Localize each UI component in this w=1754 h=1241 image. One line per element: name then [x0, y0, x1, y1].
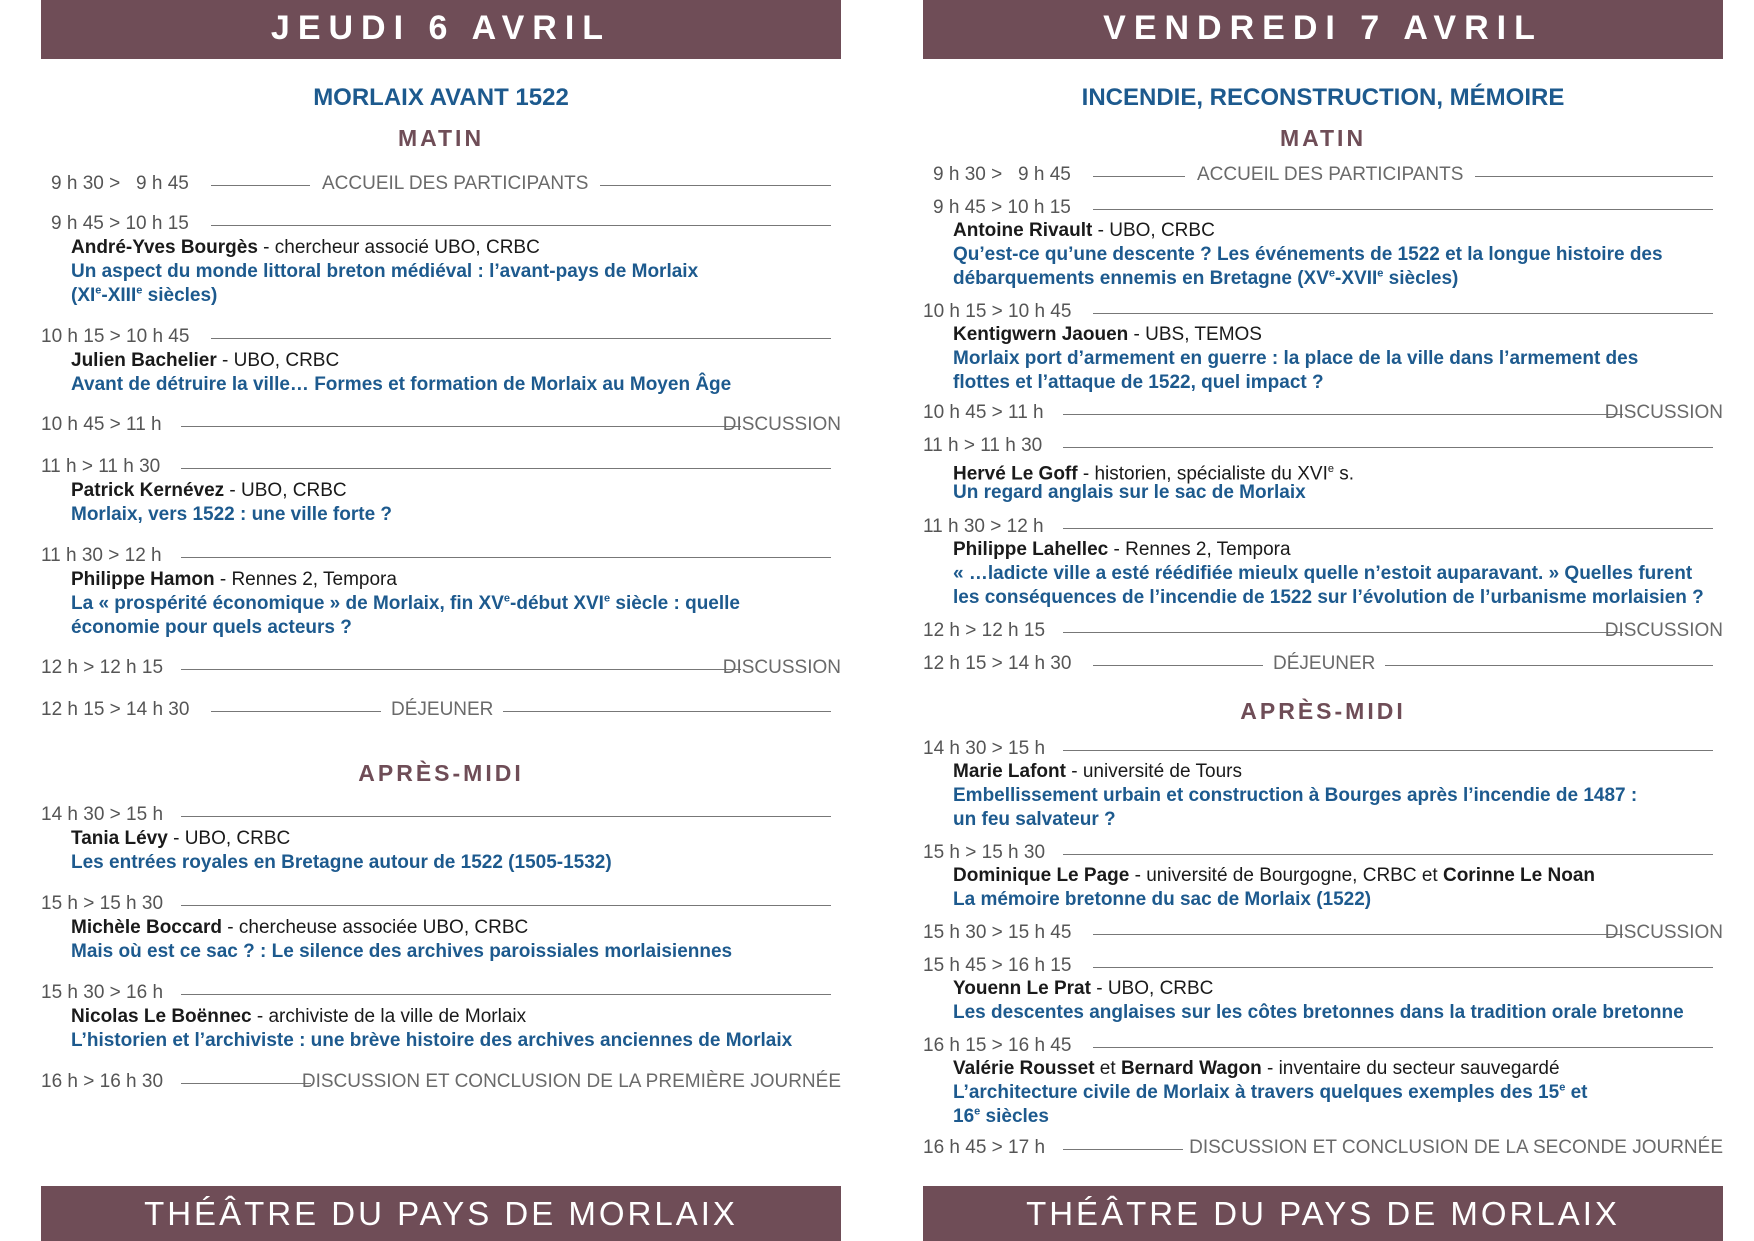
speaker-affiliation: - Rennes 2, Tempora: [214, 569, 397, 590]
session-label: DISCUSSION ET CONCLUSION DE LA PREMIÈRE JOURNÉE: [301, 1071, 841, 1092]
speaker-affiliation: s.: [1334, 463, 1355, 485]
superscript: e: [1328, 267, 1336, 280]
text-part: et: [1565, 1082, 1588, 1103]
schedule-row-discussion: [923, 401, 1723, 425]
superscript: e: [1327, 463, 1335, 475]
leader-line: [1093, 209, 1713, 210]
venue-footer: THÉÂTRE DU PAYS DE MORLAIX: [41, 1186, 841, 1241]
speaker-name: Bernard Wagon: [1120, 1058, 1262, 1079]
schedule-row: [923, 841, 1723, 865]
time-slot: 16 h 15 > 16 h 45: [923, 1034, 1081, 1058]
session-label: DISCUSSION: [722, 657, 841, 678]
text-part: -début XVI: [510, 593, 604, 614]
text-part: -XIII: [101, 285, 137, 306]
speaker-line: [71, 568, 841, 592]
speaker-name: Dominique Le Page: [953, 865, 1130, 886]
talk-title: Qu’est-ce qu’une descente ? Les événements de 1522 et la longue histoire des: [953, 244, 1663, 265]
session-label: DÉJEUNER: [381, 698, 503, 722]
schedule-row: [41, 455, 841, 479]
speaker-line: [71, 916, 841, 940]
leader-line: [181, 669, 741, 670]
leader-line: [1093, 934, 1623, 935]
leader-line: [1093, 665, 1713, 666]
leader-line: [1063, 447, 1713, 448]
speaker-affiliation: - UBO, CRBC: [1090, 978, 1214, 999]
period-heading-morning: MATIN: [1279, 125, 1367, 151]
time-slot: 11 h > 11 h 30: [41, 455, 170, 479]
schedule-row-discussion: [923, 921, 1723, 945]
superscript: e: [603, 592, 611, 605]
schedule-row-welcome: [923, 163, 1723, 187]
leader-line: [1063, 854, 1713, 855]
talk-title-cont: économie pour quels acteurs ?: [71, 617, 352, 638]
speaker-name: Michèle Boccard: [71, 917, 222, 938]
speaker-line: [953, 538, 1723, 562]
leader-line: [1093, 1047, 1713, 1048]
leader-line: [1063, 1149, 1183, 1150]
time-slot: 9 h 45 > 10 h 15: [51, 212, 199, 236]
speaker-name: Kentigwern Jaouen: [953, 324, 1129, 345]
speaker-name: Nicolas Le Boënnec: [71, 1006, 252, 1027]
schedule-row: [923, 300, 1723, 324]
time-slot: 14 h 30 > 15 h: [923, 737, 1055, 761]
speaker-name: Marie Lafont: [953, 761, 1066, 782]
talk-title: Un aspect du monde littoral breton médiéval : l’avant-pays de Morlaix: [71, 261, 699, 282]
schedule-row-conclusion: [923, 1136, 1723, 1160]
session-label: DISCUSSION: [1604, 922, 1723, 943]
session-label: ACCUEIL DES PARTICIPANTS: [1185, 163, 1475, 187]
text-part: (XI: [71, 285, 96, 306]
talk-title: L’historien et l’archiviste : une brève histoire des archives anciennes de Morlaix: [71, 1030, 793, 1051]
schedule-row: [41, 544, 841, 568]
superscript: e: [1377, 267, 1384, 280]
time-slot: 11 h > 11 h 30: [923, 434, 1052, 458]
speaker-name: Philippe Hamon: [71, 569, 215, 590]
talk-title: [953, 1081, 1723, 1105]
schedule-row-conclusion: [41, 1070, 841, 1094]
leader-line: [1063, 528, 1713, 529]
time-slot: 11 h 30 > 12 h: [41, 544, 172, 568]
leader-line: [211, 338, 831, 339]
time-slot: 15 h 30 > 15 h 45: [923, 921, 1081, 945]
session-label: DISCUSSION: [1604, 620, 1723, 641]
talk-title: Mais où est ce sac ? : Le silence des archives paroissiales morlaisiennes: [71, 941, 733, 962]
schedule-row-discussion: [41, 656, 841, 680]
speaker-name: Julien Bachelier: [71, 350, 217, 371]
schedule-row: [923, 515, 1723, 539]
speaker-line: [953, 323, 1723, 347]
speaker-affiliation: - UBO, CRBC: [1092, 220, 1215, 241]
day-column-thursday: [41, 0, 841, 1241]
section-title: INCENDIE, RECONSTRUCTION, MÉMOIRE: [1081, 84, 1565, 111]
speaker-affiliation: - université de Tours: [1065, 761, 1242, 782]
time-slot: 14 h 30 > 15 h: [41, 803, 173, 827]
period-heading-afternoon: APRÈS-MIDI: [1240, 698, 1406, 724]
superscript: e: [503, 592, 511, 605]
speaker-affiliation: - archiviste de la ville de Morlaix: [251, 1006, 527, 1027]
speaker-affiliation: - UBO, CRBC: [216, 350, 340, 371]
time-slot: 15 h > 15 h 30: [41, 892, 173, 916]
speaker-affiliation: - inventaire du secteur sauvegardé: [1261, 1058, 1560, 1079]
leader-line: [1063, 414, 1623, 415]
text-part: siècle : quelle: [610, 593, 740, 614]
text-part: La « prospérité économique » de Morlaix, fin XV: [71, 593, 504, 614]
time-slot: 10 h 15 > 10 h 45: [41, 325, 199, 349]
schedule-row: [923, 196, 1723, 220]
talk-title: Avant de détruire la ville… Formes et formation de Morlaix au Moyen Âge: [71, 374, 732, 395]
time-slot: 16 h > 16 h 30: [41, 1070, 173, 1094]
speaker-line: [71, 1005, 841, 1029]
speaker-affiliation: - université de Bourgogne, CRBC et: [1129, 865, 1443, 886]
time-slot: 12 h 15 > 14 h 30: [41, 698, 199, 722]
time-slot: 12 h > 12 h 15: [41, 656, 173, 680]
talk-title-cont: les conséquences de l’incendie de 1522 sur l’évolution de l’urbanisme morlaisien ?: [953, 587, 1704, 608]
text-part: siècles): [142, 285, 218, 306]
speaker-name: Philippe Lahellec: [953, 539, 1109, 560]
text-part: -XVII: [1335, 268, 1378, 289]
talk-title: Morlaix port d’armement en guerre : la place de la ville dans l’armement des: [953, 348, 1639, 369]
schedule-row: [923, 434, 1723, 458]
speaker-affiliation: - chercheur associé UBO, CRBC: [257, 237, 540, 258]
text-part: siècles: [980, 1106, 1049, 1127]
speaker-name: André-Yves Bourgès: [71, 237, 258, 258]
time-slot: 12 h 15 > 14 h 30: [923, 652, 1081, 676]
leader-line: [181, 816, 831, 817]
time-slot: 15 h > 15 h 30: [923, 841, 1055, 865]
leader-line: [211, 711, 831, 712]
leader-line: [1093, 967, 1713, 968]
speaker-line: [71, 479, 841, 503]
schedule-row: [41, 803, 841, 827]
talk-title: La mémoire bretonne du sac de Morlaix (1522): [953, 889, 1372, 910]
connector-text: et: [1094, 1058, 1121, 1079]
leader-line: [1063, 750, 1713, 751]
leader-line: [1063, 632, 1623, 633]
leader-line: [181, 905, 831, 906]
speaker-affiliation: - historien, spécialiste du XVI: [1077, 463, 1328, 485]
talk-title: Morlaix, vers 1522 : une ville forte ?: [71, 504, 393, 525]
leader-line: [211, 225, 831, 226]
leader-line: [181, 426, 741, 427]
schedule-row: [41, 212, 841, 236]
schedule-row-lunch: [923, 652, 1723, 676]
text-part: débarquements ennemis en Bretagne (XV: [953, 268, 1329, 289]
speaker-name: Patrick Kernévez: [71, 480, 225, 501]
time-slot: 10 h 45 > 11 h: [41, 413, 172, 437]
time-slot: 16 h 45 > 17 h: [923, 1136, 1055, 1160]
superscript: e: [1559, 1081, 1566, 1094]
schedule-row: [923, 737, 1723, 761]
time-slot: 9 h 45 > 10 h 15: [933, 196, 1081, 220]
leader-line: [1093, 313, 1713, 314]
talk-title-cont: [953, 1105, 1723, 1129]
talk-title: Les descentes anglaises sur les côtes bretonnes dans la tradition orale bretonne: [953, 1002, 1684, 1023]
talk-title: Embellissement urbain et construction à Bourges après l’incendie de 1487 :: [953, 785, 1638, 806]
talk-title-cont: [953, 267, 1723, 291]
superscript: e: [136, 284, 143, 297]
leader-line: [181, 468, 831, 469]
speaker-affiliation: - chercheuse associée UBO, CRBC: [222, 917, 529, 938]
leader-line: [181, 557, 831, 558]
time-slot: 10 h 15 > 10 h 45: [923, 300, 1081, 324]
speaker-line: [71, 236, 841, 260]
speaker-line: [71, 349, 841, 373]
leader-line: [181, 1083, 311, 1084]
talk-title-cont: [71, 284, 841, 308]
session-label: DISCUSSION ET CONCLUSION DE LA SECONDE JOURNÉE: [1189, 1137, 1723, 1158]
text-part: 16: [953, 1106, 975, 1127]
leader-line: [181, 994, 831, 995]
day-header: VENDREDI 7 AVRIL: [923, 0, 1723, 59]
time-slot: 10 h 45 > 11 h: [923, 401, 1054, 425]
speaker-line: [953, 1057, 1723, 1081]
schedule-row: [41, 892, 841, 916]
section-title: MORLAIX AVANT 1522: [313, 84, 569, 111]
speaker-affiliation: - UBS, TEMOS: [1128, 324, 1262, 345]
superscript: e: [95, 284, 102, 297]
time-slot: 9 h 30 > 9 h 45: [933, 163, 1081, 187]
speaker-affiliation: - Rennes 2, Tempora: [1108, 539, 1291, 560]
text-part: L’architecture civile de Morlaix à travers quelques exemples des 15: [953, 1082, 1560, 1103]
speaker-line: [953, 219, 1723, 243]
text-part: siècles): [1383, 268, 1459, 289]
time-slot: 12 h > 12 h 15: [923, 619, 1055, 643]
time-slot: 15 h 45 > 16 h 15: [923, 954, 1081, 978]
speaker-name: Corinne Le Noan: [1442, 865, 1595, 886]
speaker-name: Tania Lévy: [71, 828, 168, 849]
talk-title-cont: un feu salvateur ?: [953, 809, 1116, 830]
schedule-row-discussion: [41, 413, 841, 437]
schedule-row: [41, 981, 841, 1005]
talk-title: Les entrées royales en Bretagne autour de 1522 (1505-1532): [71, 852, 612, 873]
talk-title: « …ladicte ville a esté réédifiée mieulx quelle n’estoit auparavant. » Quelles furent: [953, 563, 1693, 584]
period-heading-afternoon: APRÈS-MIDI: [358, 760, 524, 786]
speaker-line: [953, 977, 1723, 1001]
schedule-row-welcome: [41, 172, 841, 196]
speaker-name: Youenn Le Prat: [953, 978, 1091, 999]
schedule-row-lunch: [41, 698, 841, 722]
speaker-name: Antoine Rivault: [953, 220, 1093, 241]
speaker-name: Valérie Rousset: [953, 1058, 1095, 1079]
speaker-affiliation: - UBO, CRBC: [167, 828, 291, 849]
speaker-line: [953, 864, 1723, 888]
talk-title: Un regard anglais sur le sac de Morlaix: [953, 482, 1306, 503]
period-heading-morning: MATIN: [397, 125, 485, 151]
time-slot: 11 h 30 > 12 h: [923, 515, 1054, 539]
day-column-friday: [923, 0, 1723, 1241]
superscript: e: [974, 1105, 981, 1118]
speaker-line: [953, 760, 1723, 784]
schedule-row: [41, 325, 841, 349]
session-label: ACCUEIL DES PARTICIPANTS: [310, 172, 600, 196]
speaker-line: [71, 827, 841, 851]
schedule-row: [923, 1034, 1723, 1058]
day-header: JEUDI 6 AVRIL: [41, 0, 841, 59]
time-slot: 9 h 30 > 9 h 45: [51, 172, 199, 196]
talk-title-cont: flottes et l’attaque de 1522, quel impact ?: [953, 372, 1324, 393]
schedule-row: [923, 954, 1723, 978]
session-label: DISCUSSION: [722, 414, 841, 435]
venue-footer: THÉÂTRE DU PAYS DE MORLAIX: [923, 1186, 1723, 1241]
session-label: DISCUSSION: [1604, 402, 1723, 423]
talk-title: [71, 592, 841, 616]
speaker-affiliation: - UBO, CRBC: [224, 480, 347, 501]
time-slot: 15 h 30 > 16 h: [41, 981, 173, 1005]
session-label: DÉJEUNER: [1263, 652, 1385, 676]
speaker-name: Hervé Le Goff: [953, 463, 1078, 485]
schedule-row-discussion: [923, 619, 1723, 643]
